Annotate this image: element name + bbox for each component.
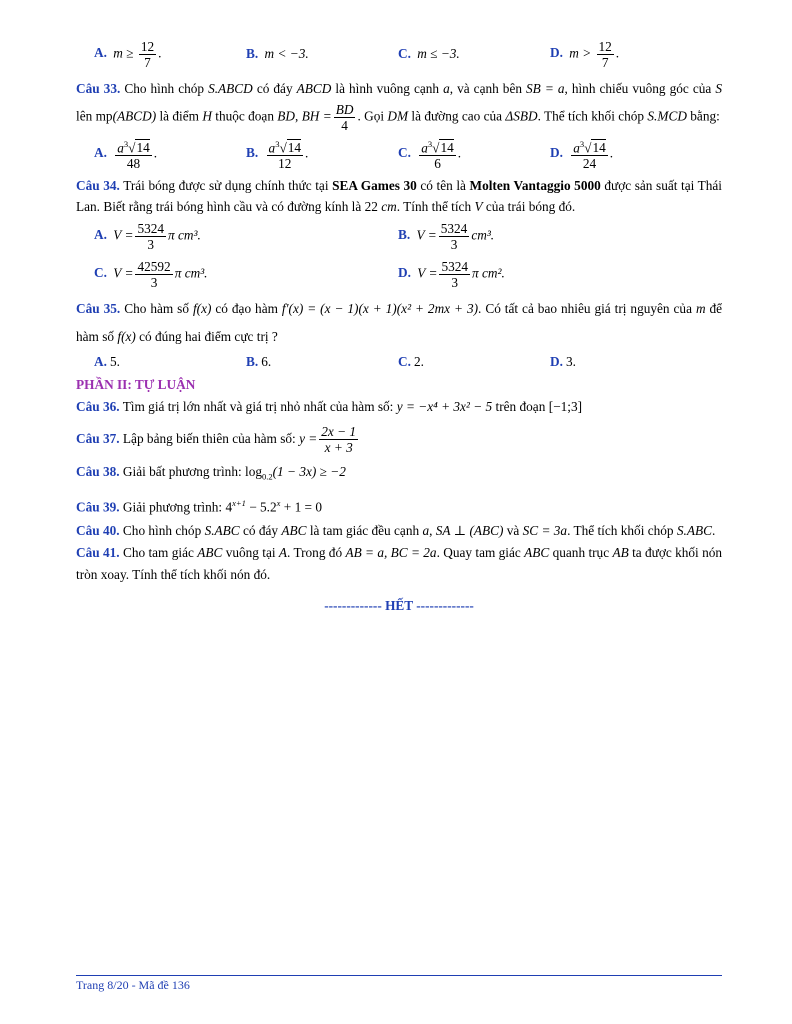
fraction [135,221,166,252]
q34-options-row-1 [76,217,722,255]
question-label: Câu 39. [76,499,120,515]
fraction-numerator: $a^3√14$ [268,138,302,156]
text: Giải phương trình: [122,499,223,515]
fraction-numerator: 42592 [137,258,171,274]
math: S.ABC [676,523,712,539]
q32-option-c [398,46,550,62]
math: a [117,140,124,156]
text: thuộc đoạn [215,108,274,124]
math: a [422,523,430,539]
question-37 [76,419,722,459]
text: . [711,523,716,539]
text: và [506,523,520,539]
question-33 [76,76,722,133]
math: 4 [225,499,233,515]
q34-options-row-2 [76,255,722,293]
text: Cho hình chóp [124,81,205,96]
question-39 [76,490,722,520]
text: , hình chiếu vuông góc của [564,81,712,96]
text: có đạo hàm [215,301,278,316]
text: . Quay tam giác [436,545,521,561]
option-text: m < −3. [264,46,309,61]
math: [−1;3] [548,399,583,414]
fraction-numerator: BD [335,102,354,117]
q33-option-b: B. $\frac{a^3√14}{12}$ . [246,138,309,172]
option-label: C. [398,145,411,161]
math: − 5.2 [249,499,277,515]
text: Trái bóng được sử dụng chính thức tại [123,178,329,193]
option-label: D. [550,145,563,161]
superscript: 3 [275,138,280,149]
fraction-denominator: 24 [582,156,597,172]
question-35 [76,295,722,351]
math: ABC [281,523,307,539]
text: có đáy [256,81,293,96]
question-label: Câu 38. [76,464,120,479]
fraction-denominator: 48 [126,156,141,172]
fraction [139,39,156,70]
math: DM [387,108,409,124]
q34-option-a [94,221,398,252]
question-40 [76,520,722,542]
question-label: Câu 41. [76,545,120,561]
q33-option-c: C. $\frac{a^3√14}{6}$ . [398,138,462,172]
q34-option-d [398,259,702,290]
math: V = [417,265,438,281]
text: có đúng hai điểm cực trị ? [139,329,278,344]
math: ABCD [296,81,332,96]
superscript: 3 [579,138,585,149]
math: (ABCD) [112,108,157,124]
page-footer: Trang 8/20 - Mã đề 136 [76,978,190,992]
text: , [429,523,433,539]
option-label: B. [246,354,259,369]
fraction [439,259,470,290]
fraction [334,102,356,133]
math: S.ABCD [208,81,253,96]
text: Cho hình chóp [122,523,202,539]
fraction-denominator: 3 [451,274,459,290]
fraction-numerator: 12 [140,38,155,54]
math: (1 − 3x) ≥ −2 [272,464,346,479]
option-text: m ≤ −3. [417,46,460,61]
math: ABC [197,545,223,561]
math: π cm². [472,265,505,281]
question-34 [76,175,722,217]
fraction [571,137,608,171]
text: vuông tại [225,545,276,561]
q32-option-a [94,39,246,70]
math: AB [612,545,629,561]
math: y = [299,431,318,446]
fraction [115,137,152,171]
question-label: Câu 35. [76,301,121,316]
text: của trái bóng đó. [485,199,576,214]
option-label: D. [550,45,563,61]
text: là điểm [159,108,199,124]
option-text: m ≥ [113,45,134,61]
math: SB = a [526,81,565,96]
fraction [439,221,470,252]
q34-option-c [94,259,398,290]
section-title: PHẦN II: TỰ LUẬN [76,377,196,392]
text: , [295,108,299,124]
math: V = [113,265,134,281]
text: , và cạnh bên [449,81,522,96]
fraction-denominator: 3 [147,236,155,252]
text: Tìm giá trị lớn nhất và giá trị nhỏ nhất của hàm số: [122,399,394,414]
fraction-numerator: 12 [598,38,612,54]
fraction-numerator: 5324 [137,220,165,236]
text: để hàm số [76,301,723,344]
math: V = [113,227,134,243]
math: ABC [524,545,550,561]
q34-option-b [398,221,702,252]
option-label: C. [398,46,411,61]
option-label: B. [246,145,259,161]
text: . Gọi [357,108,385,124]
math: cm³. [471,227,495,243]
fraction [267,137,304,171]
option-label: A. [94,145,107,161]
fraction [319,424,358,455]
text: lên mp [76,108,113,124]
fraction-numerator: 2x − 1 [321,424,357,440]
text: Lập bảng biến thiên của hàm số: [122,431,296,446]
question-41 [76,542,722,586]
bold-text: Molten Vantaggio 5000 [469,178,601,193]
text: . Trong đó [287,545,343,561]
fraction-numerator: $a^3√14$ [117,138,150,156]
option-text: 2. [413,354,424,369]
option-label: B. [246,46,259,61]
q33-option-d: D. $\frac{a^3√14}{24}$ . [550,138,614,172]
radicand: 14 [287,140,302,156]
superscript: 3 [427,138,433,149]
math: AB = a, BC = 2a [345,545,437,561]
math: ΔSBD [505,108,538,124]
option-label: A. [94,227,107,243]
text: ta được khối nón tròn xoay. Tính thể tích khối nón đó. [76,545,723,583]
fraction-numerator: 5324 [441,258,469,274]
question-label: Câu 36. [76,399,120,414]
question-label: Câu 40. [76,523,120,539]
math: SA ⊥ (ABC) [435,523,504,539]
text: . Tính thể tích [396,199,472,214]
text: Cho tam giác [122,545,194,561]
text: là đường cao của [411,108,503,124]
fraction-denominator: 6 [434,156,441,172]
option-label: B. [398,227,411,243]
math: π cm³. [174,265,208,281]
option-label: C. [94,265,107,281]
fraction-denominator: x + 3 [324,440,353,456]
math: SC = 3a [522,523,568,539]
radicand: 14 [136,140,150,156]
option-label: D. [550,354,563,369]
math: A [278,545,288,561]
math: a [573,140,580,156]
math: + 1 = 0 [283,499,323,515]
math: H [202,108,212,124]
text: . Thể tích khối chóp [537,108,645,124]
math: a [268,140,276,156]
text: là hình vuông cạnh [335,81,440,96]
text: Cho hàm số [124,301,189,316]
subscript: 0.2 [262,471,273,482]
fraction [419,137,456,171]
math: BD [277,108,296,124]
fraction-denominator: 3 [150,274,158,290]
fraction-denominator: 4 [341,118,348,133]
math: BH = [301,108,332,124]
math: S.MCD [647,108,687,124]
text: . Có tất cả bao nhiêu giá trị nguyên của [478,301,692,316]
math: V [474,199,483,214]
exam-page [76,34,722,614]
text: bằng: [690,108,720,124]
option-text-end: . [158,45,162,61]
fraction-numerator: $a^3√14$ [421,138,454,156]
math: f′(x) = (x − 1)(x + 1)(x² + 2mx + 3) [281,301,479,316]
q33-options [76,133,722,175]
fraction [135,259,172,290]
math: m [695,301,706,316]
fraction-denominator: 3 [450,236,458,252]
superscript: x [276,497,281,508]
math: S.ABC [204,523,240,539]
math: f(x) [117,329,136,344]
text: là tam giác đều cạnh [309,523,420,539]
q35-option-d [550,354,702,370]
text: được sản suất tại Thái Lan. Biết rằng trái bóng hình cầu và có đường kính là 22 [76,178,722,214]
option-text: 3. [565,354,576,369]
q35-options [76,351,722,373]
question-36 [76,395,722,419]
fraction-denominator: 7 [144,54,151,70]
end-marker: ------------- HẾT ------------- [324,598,474,614]
math: a [421,140,428,156]
math: V = [416,227,437,243]
math: cm [381,199,397,214]
text: có đáy [242,523,279,539]
math: a [443,81,450,96]
question-label: Câu 34. [76,178,120,193]
text: . Thể tích khối chóp [567,523,674,539]
math: π cm³. [168,227,201,243]
text: Giải bất phương trình: [122,464,242,479]
text: có tên là [420,178,466,193]
radicand: 14 [592,140,606,156]
q35-option-b [246,354,398,370]
fraction [597,39,614,70]
math: f(x) [192,301,212,316]
text: quanh trục [552,545,610,561]
math: log [245,464,262,479]
option-text: 6. [261,354,272,369]
fraction-numerator: 5324 [440,220,468,236]
option-label: A. [94,45,107,61]
option-text: 5. [109,354,120,369]
question-38 [76,459,722,490]
bold-text: SEA Games 30 [332,178,417,193]
q32-option-b [246,46,398,62]
footer-divider [76,975,722,976]
fraction-denominator: 12 [278,156,292,172]
q35-option-c [398,354,550,370]
option-text-end: . [615,45,620,61]
q35-option-a [94,354,246,370]
math: S [715,81,722,96]
q33-option-a: A. $\frac{a^3√14}{48}$ . [94,138,158,172]
superscript: 3 [123,138,129,149]
fraction-numerator: $a^3√14$ [573,138,606,156]
option-label: A. [94,354,107,369]
question-label: Câu 37. [76,431,120,446]
fraction-denominator: 7 [601,54,609,70]
option-label: D. [398,265,411,281]
superscript: x+1 [232,497,246,508]
math: y = −x⁴ + 3x² − 5 [396,399,493,414]
radicand: 14 [440,140,454,156]
text: trên đoạn [495,399,546,414]
option-text: m > [569,45,592,61]
question-label: Câu 33. [76,81,121,96]
q32-option-d [550,39,702,70]
option-label: C. [398,354,411,369]
q32-options [76,34,722,74]
